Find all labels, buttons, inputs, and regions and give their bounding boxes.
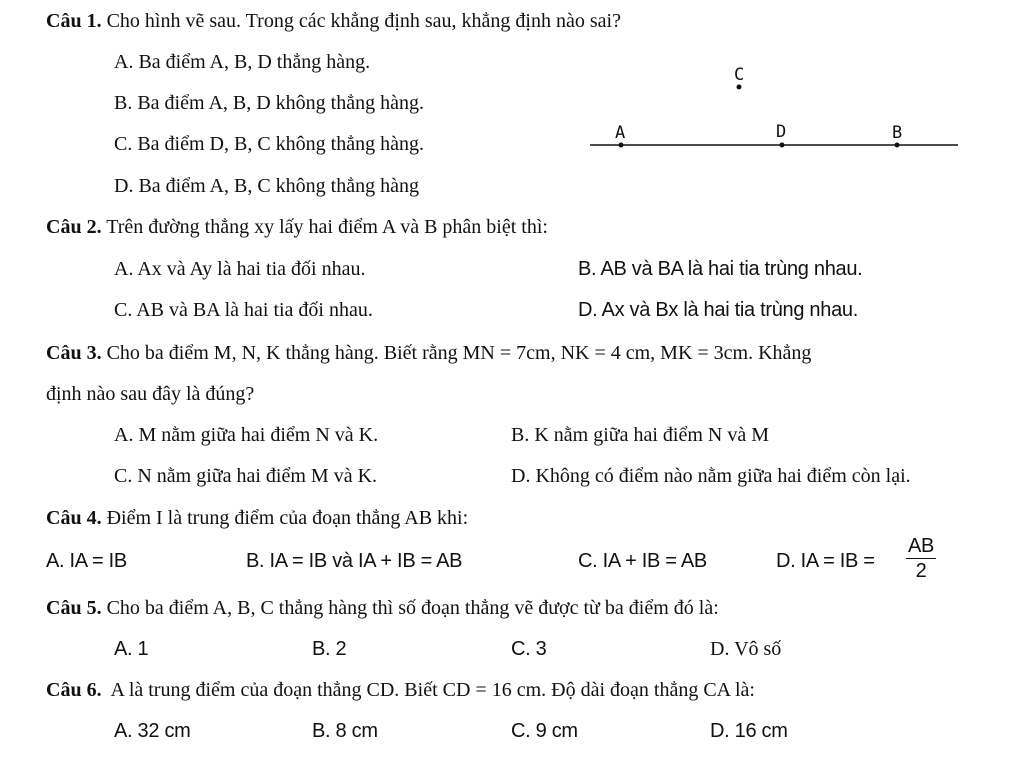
- point-d-dot: [780, 143, 785, 148]
- q6-text: A là trung điểm của đoạn thẳng CD. Biết CD = 16 cm. Độ dài đoạn thẳng CA là:: [106, 679, 755, 701]
- point-a-dot: [619, 143, 624, 148]
- point-a-label: A: [615, 123, 626, 143]
- q4-option-b[interactable]: B. IA = IB và IA + IB = AB: [246, 550, 463, 572]
- q5-stem: [46, 596, 719, 620]
- q1-option-b[interactable]: B. Ba điểm A, B, D không thẳng hàng.: [114, 92, 424, 114]
- q3-text: Cho ba điểm M, N, K thẳng hàng. Biết rằng MN = 7cm, NK = 4 cm, MK = 3cm. Khẳng: [106, 342, 812, 364]
- q4-label: Câu 4.: [46, 507, 102, 529]
- q2-option-a[interactable]: A. Ax và Ay là hai tia đối nhau.: [114, 258, 366, 280]
- q3-option-c[interactable]: C. N nằm giữa hai điểm M và K.: [114, 465, 378, 487]
- q5-label: Câu 5.: [46, 597, 102, 619]
- q6-label: Câu 6.: [46, 679, 102, 701]
- q2-option-c[interactable]: C. AB và BA là hai tia đối nhau.: [114, 299, 373, 321]
- q4-text: Điểm I là trung điểm của đoạn thẳng AB khi:: [106, 507, 469, 529]
- q1-option-a[interactable]: A. Ba điểm A, B, D thẳng hàng.: [114, 51, 371, 73]
- q2-stem: [46, 215, 548, 239]
- q3-label: Câu 3.: [46, 342, 102, 364]
- q5-text: Cho ba điểm A, B, C thẳng hàng thì số đoạn thẳng vẽ được từ ba điểm đó là:: [106, 597, 719, 619]
- q2-text: Trên đường thẳng xy lấy hai điểm A và B phân biệt thì:: [106, 216, 548, 238]
- fraction-numerator: AB: [908, 535, 935, 557]
- q5-option-d[interactable]: D. Vô số: [710, 638, 782, 660]
- point-c-dot: [737, 85, 742, 90]
- q3-stem: [46, 341, 811, 365]
- point-d-label: D: [776, 122, 787, 142]
- q2-label: Câu 2.: [46, 216, 102, 238]
- q4-option-c[interactable]: C. IA + IB = AB: [578, 550, 707, 572]
- q3-option-a[interactable]: A. M nằm giữa hai điểm N và K.: [114, 424, 379, 446]
- q2-option-b[interactable]: B. AB và BA là hai tia trùng nhau.: [578, 258, 863, 280]
- q5-option-a[interactable]: A. 1: [114, 638, 149, 660]
- q6-stem: [46, 678, 755, 702]
- q2-option-d[interactable]: D. Ax và Bx là hai tia trùng nhau.: [578, 299, 858, 321]
- q4-stem: [46, 506, 468, 530]
- q6-option-b[interactable]: B. 8 cm: [312, 720, 378, 742]
- point-b-dot: [895, 143, 900, 148]
- fraction-denominator: 2: [915, 560, 927, 582]
- q5-option-c[interactable]: C. 3: [511, 638, 547, 660]
- q4-option-a[interactable]: A. IA = IB: [46, 550, 127, 572]
- q3-stem-continued: định nào sau đây là đúng?: [46, 383, 255, 405]
- q1-label: Câu 1.: [46, 10, 102, 32]
- q1-figure: [0, 0, 1024, 200]
- fraction-bar: [906, 558, 936, 559]
- q6-option-a[interactable]: A. 32 cm: [114, 720, 191, 742]
- q4-fraction: [906, 535, 936, 582]
- q3-option-d[interactable]: D. Không có điểm nào nằm giữa hai điểm còn lại.: [511, 465, 911, 487]
- point-c-label: C: [734, 65, 745, 85]
- q1-option-d[interactable]: D. Ba điểm A, B, C không thẳng hàng: [114, 175, 419, 197]
- q5-option-b[interactable]: B. 2: [312, 638, 347, 660]
- q1-option-c[interactable]: C. Ba điểm D, B, C không thẳng hàng.: [114, 133, 424, 155]
- q6-option-d[interactable]: D. 16 cm: [710, 720, 788, 742]
- q6-option-c[interactable]: C. 9 cm: [511, 720, 578, 742]
- q4-option-d[interactable]: D. IA = IB =: [776, 550, 875, 572]
- q3-option-b[interactable]: B. K nằm giữa hai điểm N và M: [511, 424, 770, 446]
- point-b-label: B: [892, 123, 903, 143]
- q1-text: Cho hình vẽ sau. Trong các khẳng định sau, khẳng định nào sai?: [106, 10, 621, 32]
